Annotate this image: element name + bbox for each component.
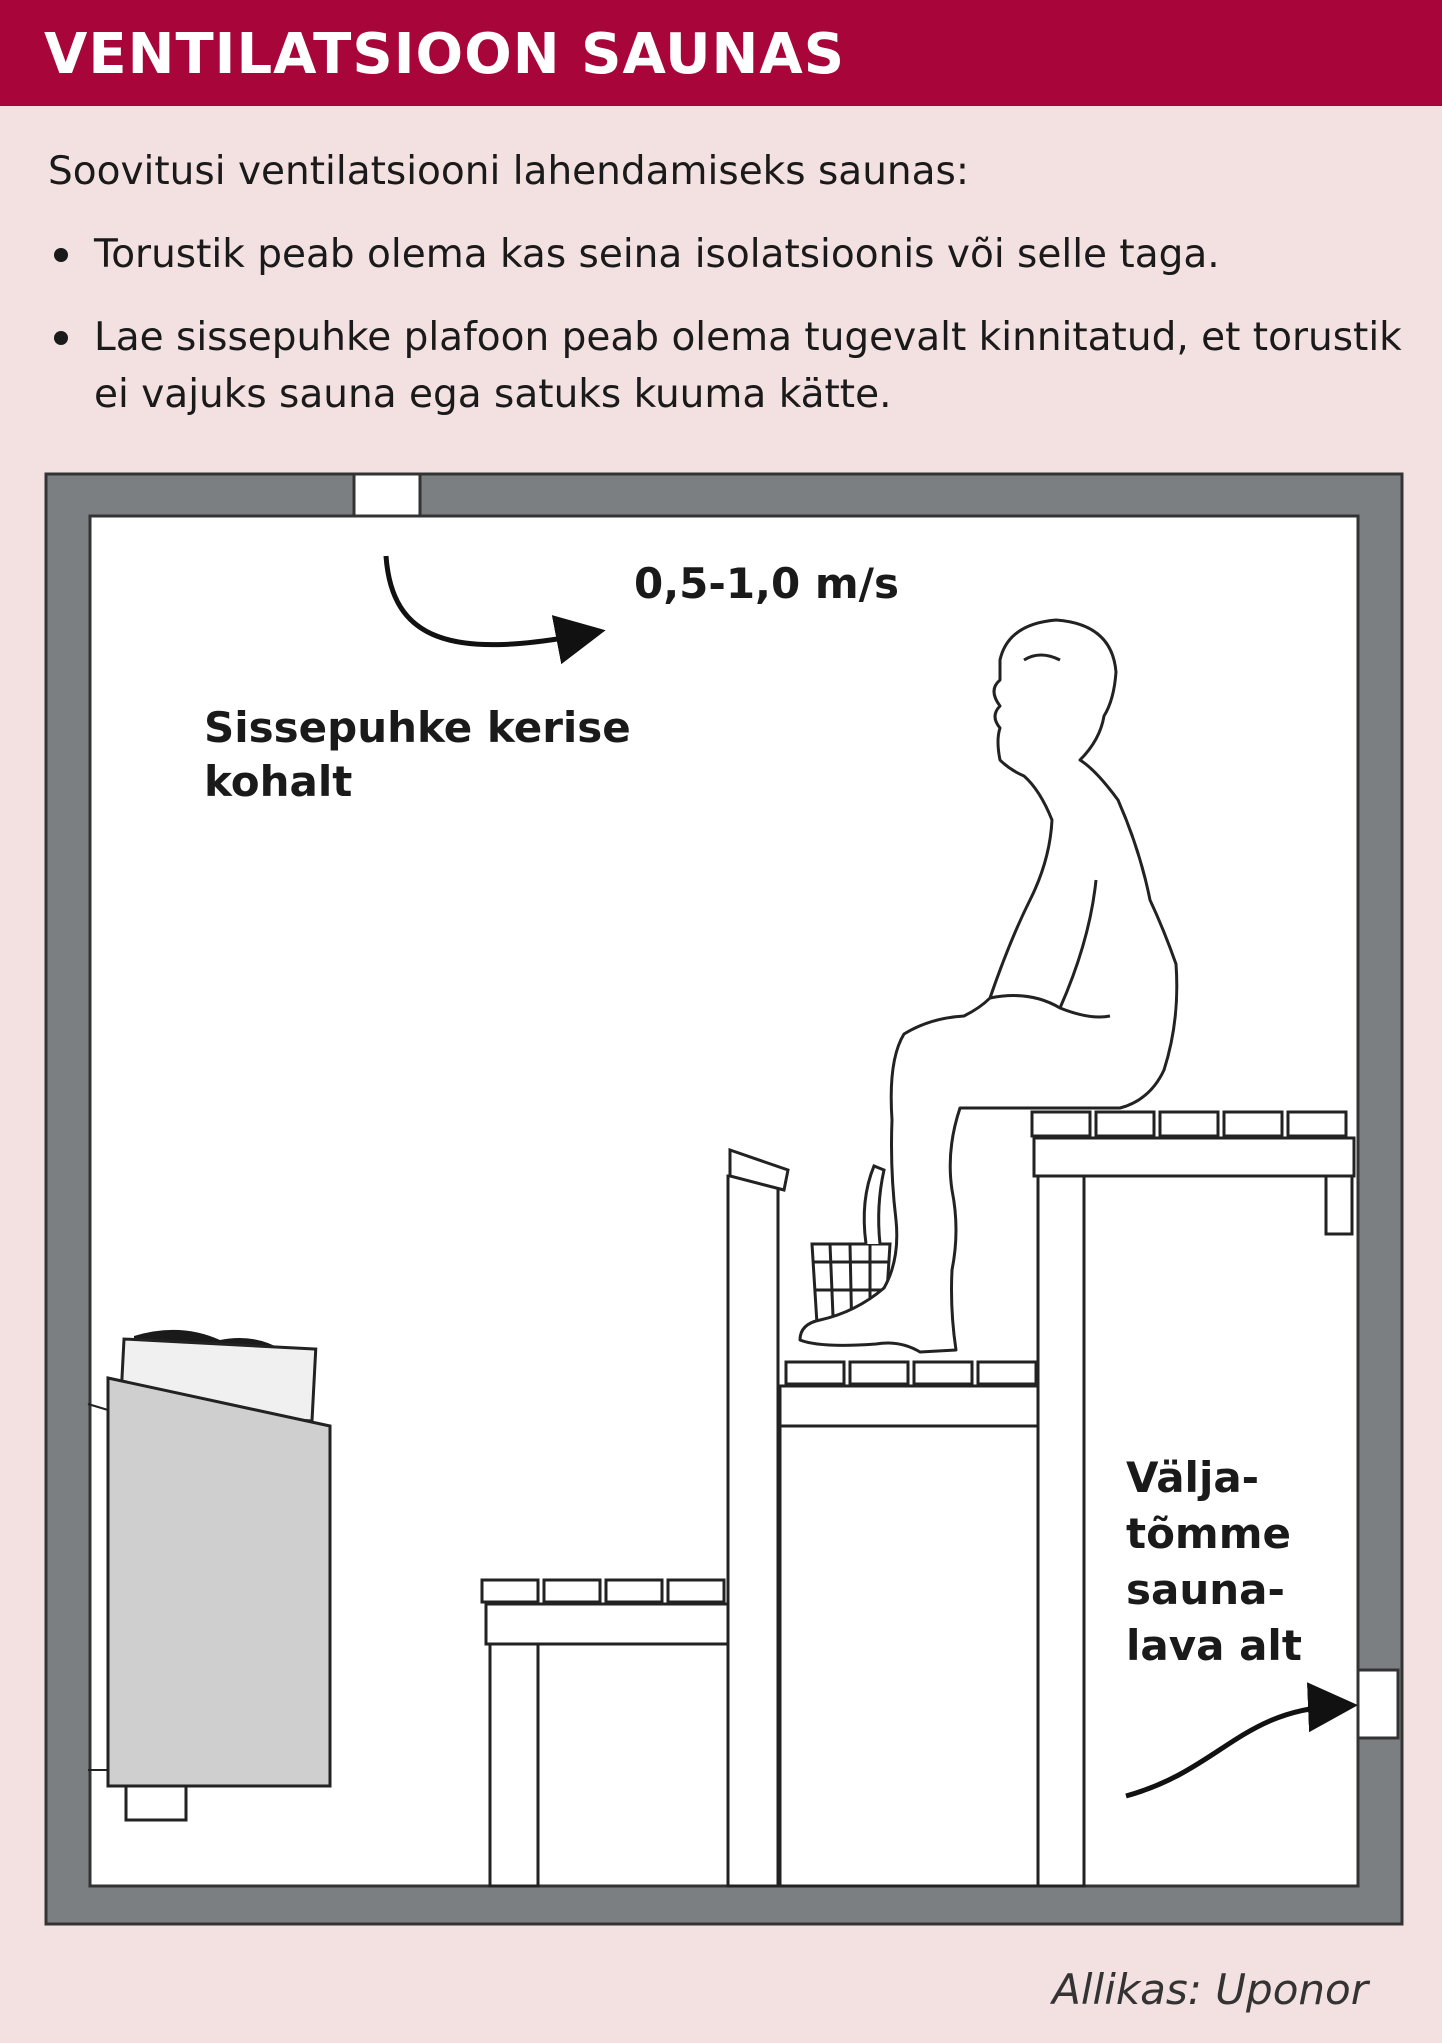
sauna-heater-icon bbox=[88, 1330, 330, 1820]
page-title: VENTILATSIOON SAUNAS bbox=[44, 22, 846, 87]
supply-label-line2: kohalt bbox=[204, 757, 353, 806]
supply-label-line1: Sissepuhke kerise bbox=[204, 703, 631, 752]
intro-text: Soovitusi ventilatsiooni lahendamiseks saunas: bbox=[48, 149, 969, 194]
exhaust-label-line2: tõmme bbox=[1126, 1509, 1291, 1558]
source-credit: Allikas: Uponor bbox=[1052, 1965, 1368, 2014]
ceiling-vent-icon bbox=[354, 474, 420, 516]
list-item-text: Lae sissepuhke plafoon peab olema tugevalt kinnitatud, et torustik ei vajuks sauna ega satuks kuuma kätte. bbox=[94, 315, 1402, 417]
wall-vent-icon bbox=[1358, 1670, 1398, 1738]
speed-label: 0,5-1,0 m/s bbox=[634, 559, 899, 608]
list-item-text: Torustik peab olema kas seina isolatsioonis või selle taga. bbox=[94, 232, 1220, 277]
exhaust-label-line3: sauna- bbox=[1126, 1565, 1285, 1614]
exhaust-label-line1: Välja- bbox=[1126, 1453, 1260, 1502]
exhaust-label-line4: lava alt bbox=[1126, 1621, 1302, 1670]
